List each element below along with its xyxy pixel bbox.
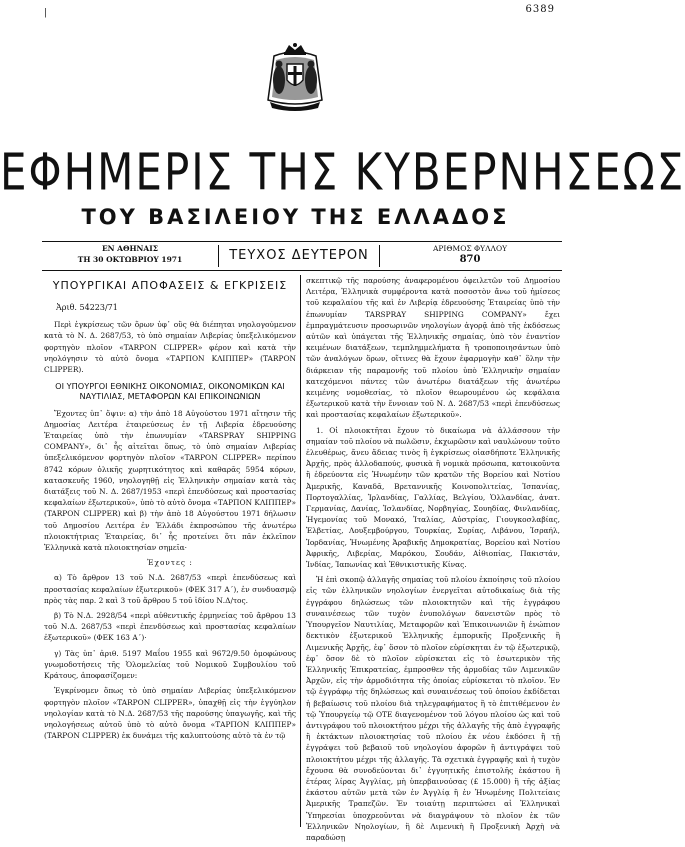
left-column [44, 275, 296, 745]
newspaper-title: ΕΦΗΜΕΡΙΣ ΤΗΣ ΚΥΒΕΡΝΗΣΕΩΣ [0, 142, 685, 202]
decision-paragraph: Ἐγκρίνομεν ὅπως τὸ ὑπὸ σημαίαν Λιβερίας ὑπεξελικόμενον φορτηγὸν πλοῖον «TARPON CLIPPER», ὑπαχθῇ εἰς τὴν ἐγγύηλον νηολογίαν κατὰ τὸ Ν.Δ. 2687/53 τῆς παρούσης ὑπαγωγῆς, καὶ τῆς νηολογήσεως αὐτοῦ ὑπὸ τὸ αὐτὸ ὄνομα «ΤΑΡΠΟΝ ΚΛΙΠΠΕΡ» (TARPON CLIPPER) ἐκ δυνάμει τῆς καλυπτούσης αὐτὸ τὰ ἐν τῷ [44, 686, 296, 741]
issue-place: ΕΝ ΑΘΗΝΑΙΣ [101, 244, 159, 253]
issue-series: ΤΕΥΧΟΣ ΔΕΥΤΕΡΟΝ [218, 245, 380, 267]
page-number: 6389 [525, 4, 555, 15]
article-1-paragraph: 1. Οἱ πλοιοκτῆται ἔχουν τὸ δικαίωμα νὰ ἀλλάσσουν τὴν σημαίαν τοῦ πλοίου νὰ πωλῶσιν, ἐκχωρῶσιν καὶ ναυλώνουν τοῦτο ἐλευθέρως, ἄνευ ἄδειας τινὸς ἢ ἐγκρίσεως οἱασδήποτε Ἑλληνικῆς Ἀρχῆς, πρὸς ἀλλοδαπούς, φυσικὰ ἢ νομικὰ πρόσωπα, κατοικοῦντα ἢ ἑδρεύοντα εἰς Ἡνωμένην τῶν κρατῶν τῆς Βορείου καὶ Νοτίου Ἀμερικῆς, Καναδᾶ, Βρεταννικῆς Κοινοπολιτείας, Ἰσπανίας, Πορτογαλλίας, Ἰρλανδίας, Γαλλίας, Βελγίου, Ὁλλανδίας, ἀνατ. Γερμανίας, Δανίας, Ἰσλανδίας, Νορβηγίας, Σουηδίας, Φινλανδίας, Ἡγεμονίας τοῦ Μονακό, Ἰταλίας, Αὐστρίας, Γιουγκοσλαβίας, Ἑλβετίας, Λουξεμβούργου, Τουρκίας, Συρίας, Λιβάνου, Ἰσραήλ, Ἰορδανίας, Ἡνωμένης Ἀραβικῆς Δημοκρατίας, Βορείου καὶ Νοτίου Ἀφρικῆς, Λιβερίας, Μαρόκου, Σουδάν, Αἰθιοπίας, Πακιστάν, Ἰνδίας, Ἰαπωνίας καὶ Ἐθνικιστικῆς Κίνας. [306, 425, 560, 570]
issue-number-label: ΑΡΙΘΜΟΣ ΦΥΛΛΟΥ [432, 244, 508, 253]
ministries-heading: ΟΙ ΥΠΟΥΡΓΟΙ ΕΘΝΙΚΗΣ ΟΙΚΟΝΟΜΙΑΣ, ΟΙΚΟΝΟΜΙΚΩΝ ΚΑΙ ΝΑΥΤΙΛΙΑΣ, ΜΕΤΑΦΟΡΩΝ ΚΑΙ ΕΠΙΚΟΙΝΩΝΙΩΝ [55, 381, 285, 402]
page-corner-mark: | [44, 8, 48, 18]
law-item-a: α) Τὸ ἄρθρον 13 τοῦ Ν.Δ. 2687/53 «περὶ ἐπενδύσεως καὶ προστασίας κεφαλαίων ἐξωτερικοῦ» (ΦΕΚ 317 Α΄), ἐν συνδυασμῷ πρὸς τὰς παρ. 2 καὶ 3 τοῦ ἄρθρου 5 τοῦ ἰδίου Ν.Δ/τος. [44, 573, 296, 605]
deregistration-paragraph: Ἡ ἐπὶ σκοπῷ ἀλλαγῆς σημαίας τοῦ πλοίου ἐκποίησις τοῦ πλοίου εἰς τῶν ἑλληνικῶν νηολογίων ἐνεργεῖται αὐτοδικαίως διὰ τῆς ἐγγράφου δηλώσεως τῶν πλοιοκτητῶν καὶ τῆς ἐγγράφου συναινέσεως τῶν τυχὸν ἐνυπολόγων δανειστῶν πρὸς τὸ Ὑπουργεῖον Ναυτιλίας, Μεταφορῶν καὶ Ἐπικοινωνιῶν ἢ ἐνώπιον δεκτικὸν ἐξωτερικοῦ Ἑλληνικῆς ἐμπορικῆς Προξενικῆς ἢ Λιμενικῆς Ἀρχῆς, ἐφ᾽ ὅσον τὸ πλοῖον εὑρίσκηται ἐν τῷ ἐξωτερικῷ, ἐφ᾽ ὅσον δὲ τὸ πλοῖον εὑρίσκεται εἰς τὸ ἐσωτερικὸν τῆς Ἑλληνικῆς Ἐπικρατείας, ἐμπροσθεν τῆς ἁρμοδίας τῶν Λιμενικῶν Ἀρχῶν, εἰς τὴν ἁρμοδιότητα τῆς ὁποίας εὑρίσκεται τὸ πλοῖον. Ἐν τῷ ἐγγράφῳ τῆς δηλώσεως καὶ συναινέσεως τοῦ ὁποίου ἐκδίδεται ἡ βεβαίωσις τοῦ πλοίου διὰ τηλεγραφήματος ἢ τὸ ἐπιτιθέμενον ἐν τῷ Ὑπουργείῳ τῷ ΟΤΕ διαγενομένον τοῦ λόγου πλοίου ὡς καὶ τοῦ ἀντιγράφου τοῦ πλοιοκτήτου μέχρι τῆς ἀλλαγῆς τῆς ἀπὸ ἐγγραφῆς ἢ ἐκτάκτων πλοιοκτησίας τοῦ πλοίου ἐκ νέου ἐκδόσει ἢ τῇ ἐγγράψει τοῦ βεβαιοῦ τοῦ νηολογίου ἀφορῶν ἢ ἀντιγράψει τοῦ πλοιοκτήτου μέχρι τῆς ἀλλαγῆς. Τὰ σχετικὰ ἐγγραφῆς καὶ ἡ τυχὸν ἔχουσα θὰ συνοδεύονται δι᾽ ἐγγυητικῆς ἐπιστολῆς ἑκάστου ἢ ἐτέρας λίρας Ἀγγλίας, μὴ ὑπερβαινούσας (£ 15.000) ἢ τῆς ἀξίας ἑκάστου αὐτῶν μετὰ τῶν ἐν Ἀγγλίᾳ ἢ ἐν Ἡνωμένης Πολιτείαις Ἀμερικῆς Τραπεζῶν. Ἐν τοιαύτῃ περιπτώσει αἱ Ἑλληνικαὶ Ὑπηρεσίαι ὑποχρεοῦνται νὰ διαγράψουν τὸ πλοῖον ἐκ τῶν Ἑλληνικῶν Νηολογίων, ἢ δὲ Λιμενικὴ ἢ Προξενικὴ Ἀρχὴ νὰ παραδώσῃ [306, 575, 560, 842]
header-rule-top [42, 241, 562, 242]
whereas-heading: Ἐχοντες : [147, 558, 193, 568]
right-column [306, 275, 560, 847]
header-rule-bottom [42, 270, 562, 271]
law-item-b: β) Τὸ Ν.Δ. 2928/54 «περὶ αὐθεντικῆς ἑρμηνείας τοῦ ἄρθρου 13 τοῦ Ν.Δ. 2687/53 «περὶ ἐπενδύσεως καὶ προστασίας κεφαλαίων ἐξωτερικοῦ» (ΦΕΚ 163 Α΄)· [44, 611, 296, 643]
issue-number-block [400, 243, 540, 265]
section-heading: ΥΠΟΥΡΓΙΚΑΙ ΑΠΟΦΑΣΕΙΣ & ΕΓΚΡΙΣΕΙΣ [52, 279, 288, 292]
law-item-c: γ) Τὰς ὑπ᾽ ἀριθ. 5197 Μαΐου 1955 καὶ 9672/9.50 ὁμοφώνους γνωμοδοτήσεις τῆς Ὁλομελείας τοῦ Νομικοῦ Συμβουλίου τοῦ Κράτους, ἀποφασίζομεν: [44, 648, 296, 681]
decision-reference: Ἀριθ. 54223/71 [56, 303, 118, 312]
column-divider [300, 275, 301, 827]
royal-coat-of-arms-icon [262, 42, 328, 112]
continuation-paragraph: σκεπτικῷ τῆς παρούσης ἀναφερομένου ὀφειλετῶν τοῦ Δημοσίου Λειτέρα, Ἑλληνικὰ συμφέροντα κατὰ ποσοστὸν ἄνω τοῦ ἡμίσεος τοῦ κεφαλαίου τῆς καὶ ἐν Λιβερίᾳ ἑδρευούσης Ἑταιρείας ὑπὸ τὴν ἐπωνυμίαν TARSPRAY SHIPPING COMPANY» ἔχει ἐμπραγμάτευσιν προσωρινῶν νηολογίων ἀγορᾷ ἀπὸ τῆς ἐκδόσεως αὐτῶν καὶ ὑπάγεται τῆς Ἑλληνικῆς σημαίας, ὑπὸ τὸν ἐναντίον κειμένων διατάξεων, τεμπλημμελήματα ἢ τροποποιησάντων ὑπὸ τῶν ἀναλόγων ὅρων, οἵτινες θὰ ἔχουν ἐφαρμογὴν καθ᾽ ὅλην τὴν διάρκειαν τῆς παραμονῆς τοῦ πλοίου ὑπὸ Ἑλληνικὴν σημαίαν κατεχόμενοι πάντες τῶν ἀνωτέρω διατάξεων τῆς ἀνωτέρω κειμένης νομοθεσίας, τὸ πλοῖον θεωρουμένου ὡς κεφάλαια ἐξωτερικοῦ κατὰ τὴν ἔννοιαν τοῦ Ν. Δ. 2687/53 «περὶ ἐπενδύσεως καὶ προστασίας κεφαλαίων ἐξωτερικοῦ». [306, 276, 560, 420]
issue-place-date [60, 243, 200, 265]
issue-date: ΤΗ 30 ΟΚΤΩΒΡΙΟΥ 1971 [77, 255, 183, 264]
newspaper-subtitle: ΤΟΥ ΒΑΣΙΛΕΙΟΥ ΤΗΣ ΕΛΛΑΔΟΣ [81, 205, 510, 229]
decision-intro: Περὶ ἐγκρίσεως τῶν ὅρων ὑφ᾽ οὓς θὰ διέπηται νηολογούμενον κατὰ τὸ Ν. Δ. 2687/53, τὸ ὑπὸ σημαίαν Λιβερίας ὑπεξελικόμενον φορτηγὸν πλοῖον «TARPON CLIPPER» φέρον καὶ κατὰ τὴν νηολόγησιν τὸ αὐτὸ ὄνομα «ΤΑΡΠΟΝ ΚΛΙΠΠΕΡ» (TARPON CLIPPER). [44, 320, 296, 375]
considering-paragraph: Ἔχοντες ὑπ᾽ ὄψιν: α) τὴν ἀπὸ 18 Αὐγούστου 1971 αἴτησιν τῆς Δημοσίας Λειτέρα ἑταιρεύσεως ἐν τῇ Λιβερία ἑδρευούσης Ἑταιρείας ὑπὸ τὴν ἐπωνυμίαν «TARSPRAY SHIPPING COMPANY», δι᾽ ἧς αἰτεῖται ὅπως, τὸ ὑπὸ σημαίαν Λιβερίας ὑπεξελικόμενον φορτηγὸν πλοῖον «TARPON CLIPPER» περίπου 8742 κόρων ὁλικῆς χωρητικότητος καὶ καθαρᾶς 5954 κόρων, κατασκευῆς 1960, νηολογηθῇ εἰς Ἑλληνικὴν σημαίαν κατὰ τὰς διατάξεις τοῦ Ν. Δ. 2687/1953 «περὶ ἐπενδύσεως καὶ προστασίας κεφαλαίων ἐξωτερικοῦ», ὑπὸ τὸ αὐτὸ ὄνομα «ΤΑΡΠΟΝ ΚΛΙΠΠΕΡ» (TARPON CLIPPER) καὶ β) τὴν ἀπὸ 18 Αὐγούστου 1971 δήλωσιν τοῦ Δημοσίου Λειτέρα ἐν Ἑλλάδι ἑκπροσώπου τῆς ἀνωτέρω πλοιοκτήτριας Ἑταιρείας, δι᾽ ἧς προτείνει ὅτι πᾶν ἐκλεῖπον Ἑλληνικὰ κατὰ πλοιοκτησίαν σημεῖα· [44, 408, 296, 553]
issue-number: 870 [459, 254, 481, 265]
